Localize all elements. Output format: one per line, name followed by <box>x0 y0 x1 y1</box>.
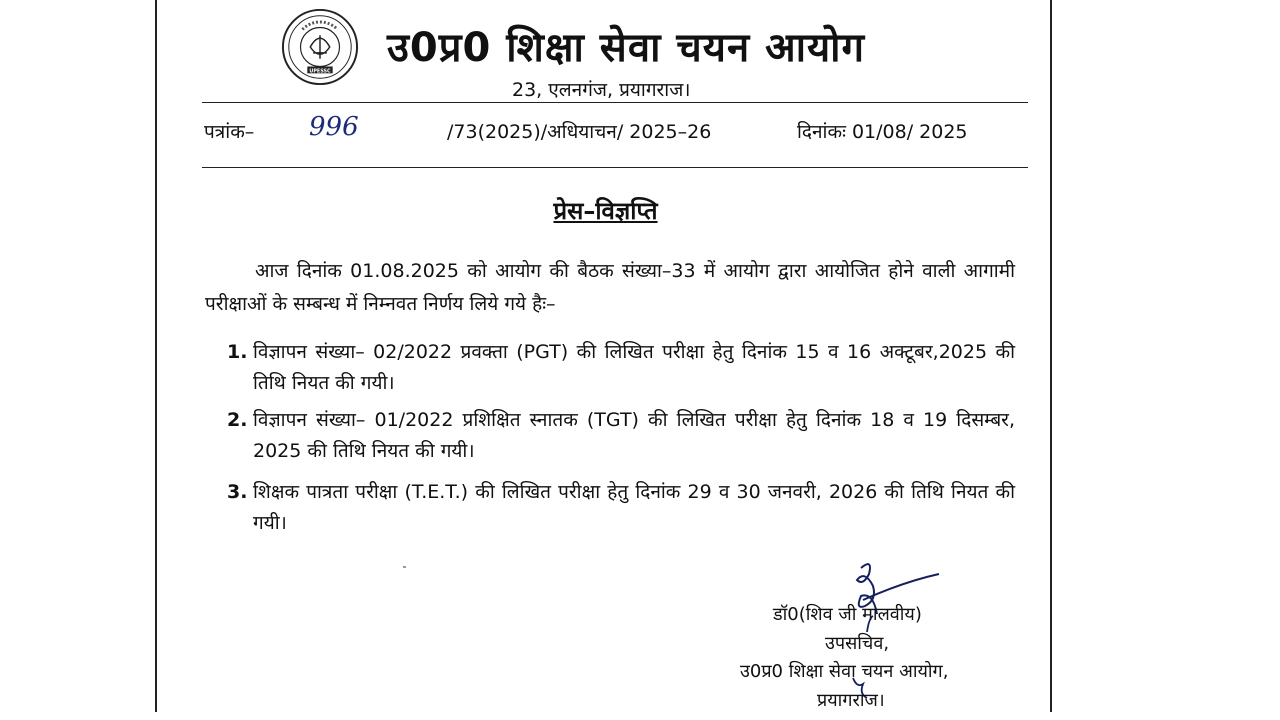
list-item-text: विज्ञापन संख्या– 01/2022 प्रशिक्षित स्नातक (TGT) की लिखित परीक्षा हेतु दिनांक 18 व 19 दिसम्बर, 2025 की तिथि नियत की गयी। <box>253 409 1015 462</box>
reference-divider <box>202 167 1028 168</box>
list-item <box>227 405 1015 467</box>
organization-address: 23, एलनगंज, प्रयागराज। <box>512 79 691 101</box>
organization-title: उ0प्र0 शिक्षा सेवा चयन आयोग <box>387 25 866 71</box>
document-page <box>155 0 1052 712</box>
reference-code: /73(2025)/अधियाचन/ 2025–26 <box>447 121 712 143</box>
svg-text:UPESSC: UPESSC <box>309 68 331 75</box>
signatory-designation: उपसचिव, <box>825 633 890 654</box>
scan-speck <box>403 566 406 568</box>
list-item <box>227 337 1015 399</box>
list-item-text: विज्ञापन संख्या– 02/2022 प्रवक्ता (PGT) की लिखित परीक्षा हेतु दिनांक 15 व 16 अक्टूबर,2025 की तिथि नियत की गयी। <box>253 341 1015 394</box>
reference-label: पत्रांक– <box>204 121 255 143</box>
reference-number: 996 <box>309 112 359 142</box>
list-item-number: 2. <box>227 409 248 431</box>
signatory-name: डॉ0(शिव जी मालवीय) <box>773 604 922 625</box>
signatory-organization: उ0प्र0 शिक्षा सेवा चयन आयोग, <box>740 661 949 682</box>
list-item-text: शिक्षक पात्रता परीक्षा (T.E.T.) की लिखित परीक्षा हेतु दिनांक 29 व 30 जनवरी, 2026 की तिथि नियत की गयी। <box>253 481 1015 534</box>
signatory-place: प्रयागराज। <box>817 690 885 711</box>
press-release-heading: प्रेस–विज्ञप्ति <box>553 197 658 225</box>
commission-seal-icon <box>281 8 359 86</box>
list-item <box>227 477 1015 539</box>
list-item-number: 1. <box>227 341 248 363</box>
list-item-number: 3. <box>227 481 248 503</box>
header-divider <box>202 102 1028 103</box>
reference-date: दिनांकः 01/08/ 2025 <box>797 121 968 143</box>
intro-paragraph: आज दिनांक 01.08.2025 को आयोग की बैठक संख्या–33 में आयोग द्वारा आयोजित होने वाली आगामी परीक्षाओं के सम्बन्ध में निम्नवत निर्णय लिये गये हैः– <box>205 260 1015 315</box>
